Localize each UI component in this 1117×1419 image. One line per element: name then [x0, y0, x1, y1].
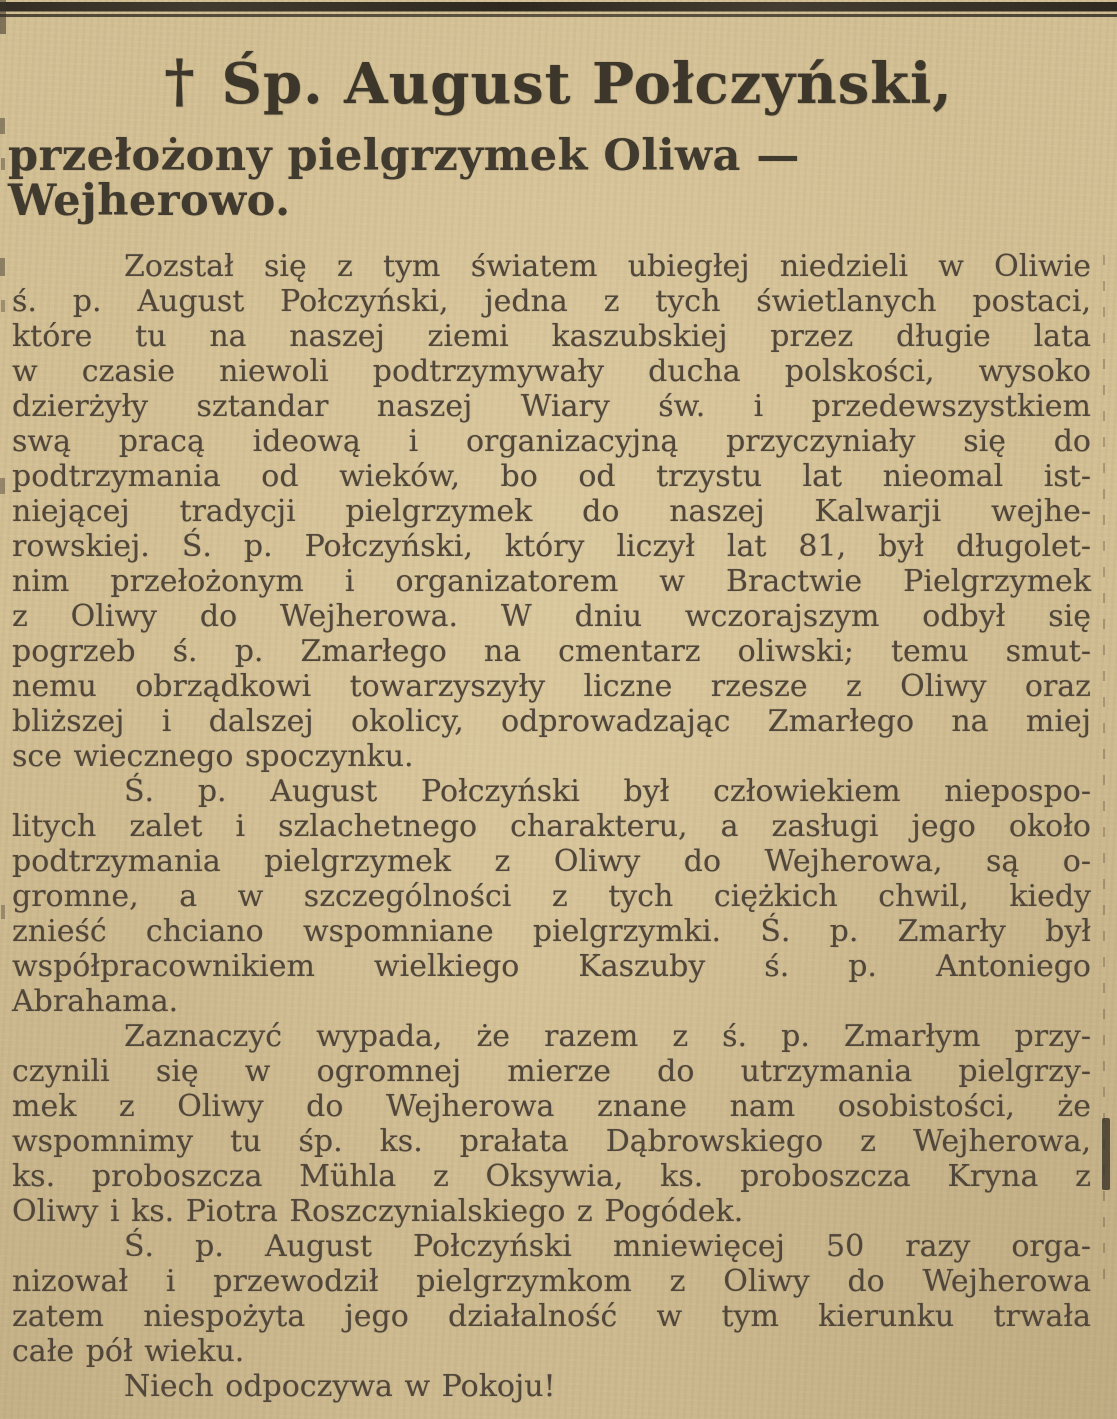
body-line: podtrzymania od wieków, bo od trzystu lat nieomal ist-: [12, 459, 1091, 495]
body-line: gromne, a w szczególności z tych ciężkich chwil, kiedy: [12, 879, 1091, 915]
article-title-text: Śp. August Połczyński,: [221, 51, 953, 117]
body-line: całe pół wieku.: [12, 1334, 245, 1370]
article-title: [0, 47, 1117, 117]
scan-artifact-tick: [1, 158, 5, 170]
top-border-rule: [0, 0, 1117, 17]
body-line: rowskiej. Ś. p. Połczyński, który liczył lat 81, był długolet-: [12, 529, 1091, 565]
cross-icon: †: [164, 47, 196, 115]
body-line: czynili się w ogromnej mierze do utrzymania pielgrzy-: [12, 1054, 1091, 1090]
scan-artifact-tick: [1, 905, 5, 919]
body-line: znieść chciano wspomniane pielgrzymki. Ś. p. Zmarły był: [12, 914, 1091, 950]
body-line: wspomnimy tu śp. ks. prałata Dąbrowskiego z Wejherowa,: [12, 1124, 1091, 1160]
body-line: niejącej tradycji pielgrzymek do naszej Kalwarji wejhe-: [12, 494, 1091, 530]
body-line: nim przełożonym i organizatorem w Bractwie Pielgrzymek: [12, 564, 1091, 600]
body-line: Abrahama.: [12, 984, 179, 1020]
body-line: litych zalet i szlachetnego charakteru, a zasługi jego około: [12, 809, 1091, 845]
top-rule-thin: [0, 14, 1117, 17]
body-line: nemu obrządkowi towarzyszyły liczne rzesze z Oliwy oraz: [12, 669, 1091, 705]
body-line: sce wiecznego spoczynku.: [12, 739, 414, 775]
body-line: mek z Oliwy do Wejherowa znane nam osobistości, że: [12, 1089, 1091, 1125]
body-line: nizował i przewodził pielgrzymkom z Oliwy do Wejherowa: [12, 1264, 1091, 1300]
body-line: z Oliwy do Wejherowa. W dniu wczorajszym odbył się: [12, 599, 1091, 635]
body-line: zatem niespożyta jego działalność w tym kierunku trwała: [12, 1299, 1091, 1335]
body-line: które tu na naszej ziemi kaszubskiej przez długie lata: [12, 319, 1091, 355]
body-line: współpracownikiem wielkiego Kaszuby ś. p. Antoniego: [12, 949, 1091, 985]
body-line: bliższej i dalszej okolicy, odprowadzając Zmarłego na miej: [12, 704, 1091, 740]
body-line: ś. p. August Połczyński, jedna z tych świetlanych postaci,: [12, 284, 1091, 320]
body-line: swą pracą ideową i organizacyjną przyczyniały się do: [12, 424, 1091, 460]
body-line: ks. proboszcza Mühla z Oksywia, ks. proboszcza Kryna z: [12, 1159, 1091, 1195]
article-body: [0, 249, 1117, 1404]
body-line: Zaznaczyć wypada, że razem z ś. p. Zmarłym przy-: [124, 1019, 1091, 1055]
body-line: w czasie niewoli podtrzymywały ducha polskości, wysoko: [12, 354, 1091, 390]
scan-artifact-right-bar: [1102, 1118, 1110, 1190]
body-line: dzierżyły sztandar naszej Wiary św. i przedewszystkiem: [12, 389, 1091, 425]
scan-artifact-corner: [0, 0, 6, 34]
body-line: Ś. p. August Połczyński mniewięcej 50 razy orga-: [124, 1229, 1091, 1265]
scan-artifact-tick: [0, 118, 5, 134]
scan-artifact-tick: [0, 478, 5, 494]
body-line: Niech odpoczywa w Pokoju!: [124, 1369, 556, 1405]
article-header: [0, 17, 1117, 227]
scan-artifact-tick: [0, 258, 5, 276]
top-rule-thick: [0, 2, 1117, 11]
body-line: podtrzymania pielgrzymek z Oliwy do Wejherowa, są o-: [12, 844, 1091, 880]
body-line: Ś. p. August Połczyński był człowiekiem niepospo-: [124, 774, 1091, 810]
body-line: Oliwy i ks. Piotra Roszczynialskiego z Pogódek.: [12, 1194, 744, 1230]
body-line: Zozstał się z tym światem ubiegłej niedzieli w Oliwie: [124, 249, 1091, 285]
article-subtitle: przełożony pielgrzymek Oliwa — Wejherowo.: [8, 130, 800, 227]
scan-artifact-tick: [1, 300, 5, 312]
body-line: pogrzeb ś. p. Zmarłego na cmentarz oliwski; temu smut-: [12, 634, 1091, 670]
